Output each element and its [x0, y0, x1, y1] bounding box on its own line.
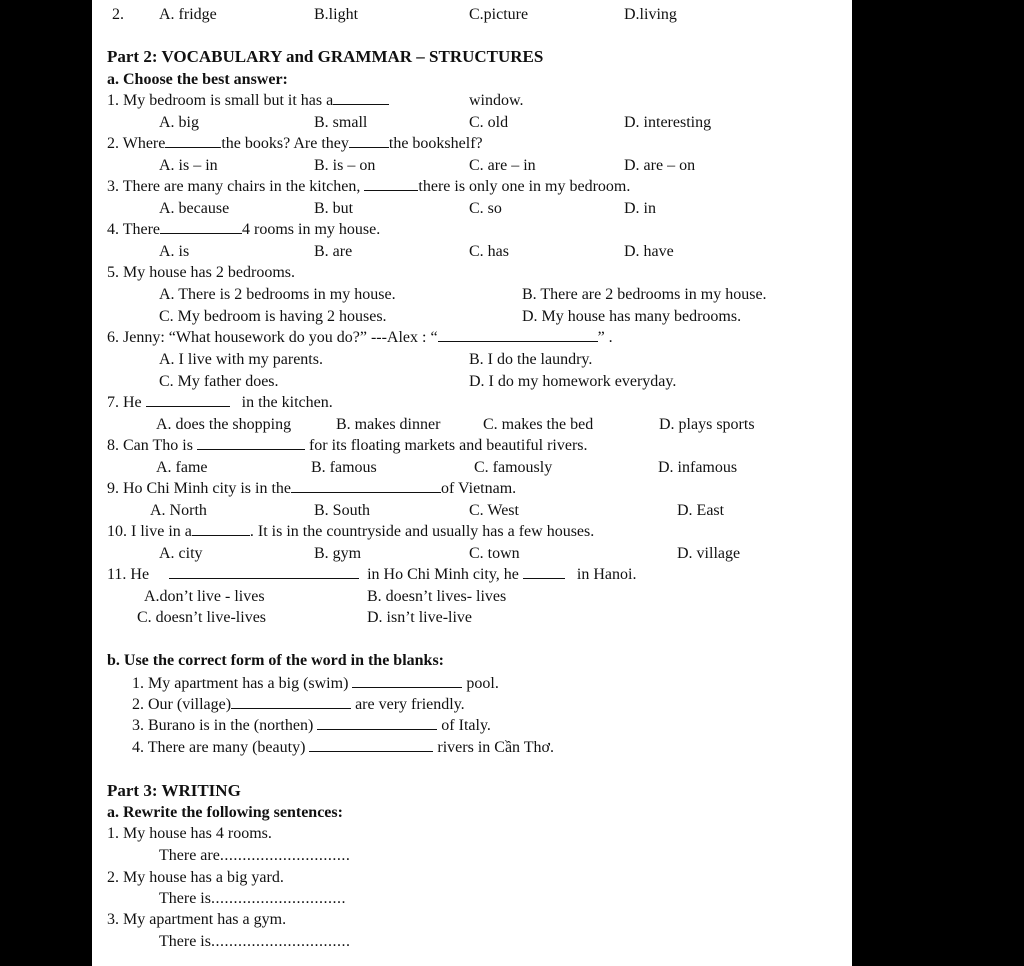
q10-option-b: B. gym: [314, 545, 362, 562]
q4-option-a: A. is: [159, 243, 190, 260]
q3-option-d: D. in: [624, 200, 656, 217]
section-b-title: b. Use the correct form of the word in the blanks:: [107, 652, 444, 669]
q8-option-a: A. fame: [156, 459, 208, 476]
q1-option-b: B. small: [314, 114, 368, 131]
q10-option-a: A. city: [159, 545, 203, 562]
q8-option-b: B. famous: [311, 459, 377, 476]
q10-option-d: D. village: [677, 545, 741, 562]
q4-option-c: C. has: [469, 243, 509, 260]
word-form-3: 3. Burano is in the (northen) of Italy.: [132, 717, 491, 734]
rewrite-1-answer: There are.............................: [159, 847, 351, 864]
question-7-stem: 7. He in the kitchen.: [107, 394, 333, 411]
rewrite-3-question: 3. My apartment has a gym.: [107, 911, 287, 928]
word-form-1: 1. My apartment has a big (swim) pool.: [132, 675, 499, 692]
q8-option-c: C. famously: [474, 459, 553, 476]
q11-option-b: B. doesn’t lives- lives: [367, 588, 507, 605]
question-1-end: window.: [469, 92, 524, 109]
rewrite-1-question: 1. My house has 4 rooms.: [107, 825, 272, 842]
rewrite-2-question: 2. My house has a big yard.: [107, 869, 284, 886]
question-1-stem: 1. My bedroom is small but it has a: [107, 92, 389, 110]
part3-title: Part 3: WRITING: [107, 781, 241, 800]
q9-option-a: A. North: [150, 502, 207, 519]
q1-option-c: C. old: [469, 114, 509, 131]
q6-option-a: A. I live with my parents.: [159, 351, 323, 368]
q9-option-c: C. West: [469, 502, 519, 519]
part2-title: Part 2: VOCABULARY and GRAMMAR – STRUCTURES: [107, 47, 544, 66]
q9-option-b: B. South: [314, 502, 371, 519]
option-d: D.living: [624, 6, 677, 23]
question-6-stem: 6. Jenny: “What housework do you do?” ---Alex : “ ” .: [107, 329, 613, 346]
q5-option-c: C. My bedroom is having 2 houses.: [159, 308, 387, 325]
q7-option-c: C. makes the bed: [483, 416, 594, 433]
rewrite-2-answer: There is..............................: [159, 890, 346, 907]
q4-option-b: B. are: [314, 243, 353, 260]
question-4-stem: 4. There 4 rooms in my house.: [107, 221, 381, 238]
q3-option-b: B. but: [314, 200, 354, 217]
q1-option-d: D. interesting: [624, 114, 712, 131]
q11-option-a: A.don’t live - lives: [144, 588, 265, 605]
word-form-2: 2. Our (village) are very friendly.: [132, 696, 465, 713]
q9-option-d: D. East: [677, 502, 725, 519]
section-a-title: a. Choose the best answer:: [107, 71, 288, 88]
q11-option-c: C. doesn’t live-lives: [137, 609, 267, 626]
question-10-stem: 10. I live in a . It is in the countryside and usually has a few houses.: [107, 523, 595, 540]
q2-option-c: C. are – in: [469, 157, 536, 174]
q7-option-d: D. plays sports: [659, 416, 755, 433]
q11-option-d: D. isn’t live-live: [367, 609, 473, 626]
rewrite-3-answer: There is...............................: [159, 933, 351, 950]
q6-option-c: C. My father does.: [159, 373, 279, 390]
q2-option-d: D. are – on: [624, 157, 696, 174]
q2-option-b: B. is – on: [314, 157, 376, 174]
question-3-stem: 3. There are many chairs in the kitchen, there is only one in my bedroom.: [107, 178, 631, 195]
word-form-4: 4. There are many (beauty) rivers in Cần Thơ.: [132, 739, 554, 756]
q5-option-b: B. There are 2 bedrooms in my house.: [522, 286, 767, 303]
option-a: A. fridge: [159, 6, 217, 23]
q3-option-c: C. so: [469, 200, 502, 217]
q6-option-d: D. I do my homework everyday.: [469, 373, 677, 390]
part3-a-title: a. Rewrite the following sentences:: [107, 804, 343, 821]
worksheet-page: [92, 0, 852, 966]
q5-option-d: D. My house has many bedrooms.: [522, 308, 742, 325]
question-2-stem: 2. Where the books? Are they the bookshelf?: [107, 135, 483, 152]
q6-option-b: B. I do the laundry.: [469, 351, 593, 368]
option-b: B.light: [314, 6, 359, 23]
q5-option-a: A. There is 2 bedrooms in my house.: [159, 286, 396, 303]
question-9-stem: 9. Ho Chi Minh city is in the of Vietnam.: [107, 480, 517, 497]
question-number: 2.: [112, 6, 124, 23]
q7-option-a: A. does the shopping: [156, 416, 292, 433]
q1-option-a: A. big: [159, 114, 199, 131]
question-11-stem: 11. He in Ho Chi Minh city, he in Hanoi.: [107, 566, 637, 583]
q10-option-c: C. town: [469, 545, 520, 562]
q7-option-b: B. makes dinner: [336, 416, 441, 433]
question-5-stem: 5. My house has 2 bedrooms.: [107, 264, 295, 281]
option-c: C.picture: [469, 6, 529, 23]
question-8-stem: 8. Can Tho is for its floating markets and beautiful rivers.: [107, 437, 588, 454]
q3-option-a: A. because: [159, 200, 230, 217]
q8-option-d: D. infamous: [658, 459, 738, 476]
q2-option-a: A. is – in: [159, 157, 218, 174]
q4-option-d: D. have: [624, 243, 674, 260]
